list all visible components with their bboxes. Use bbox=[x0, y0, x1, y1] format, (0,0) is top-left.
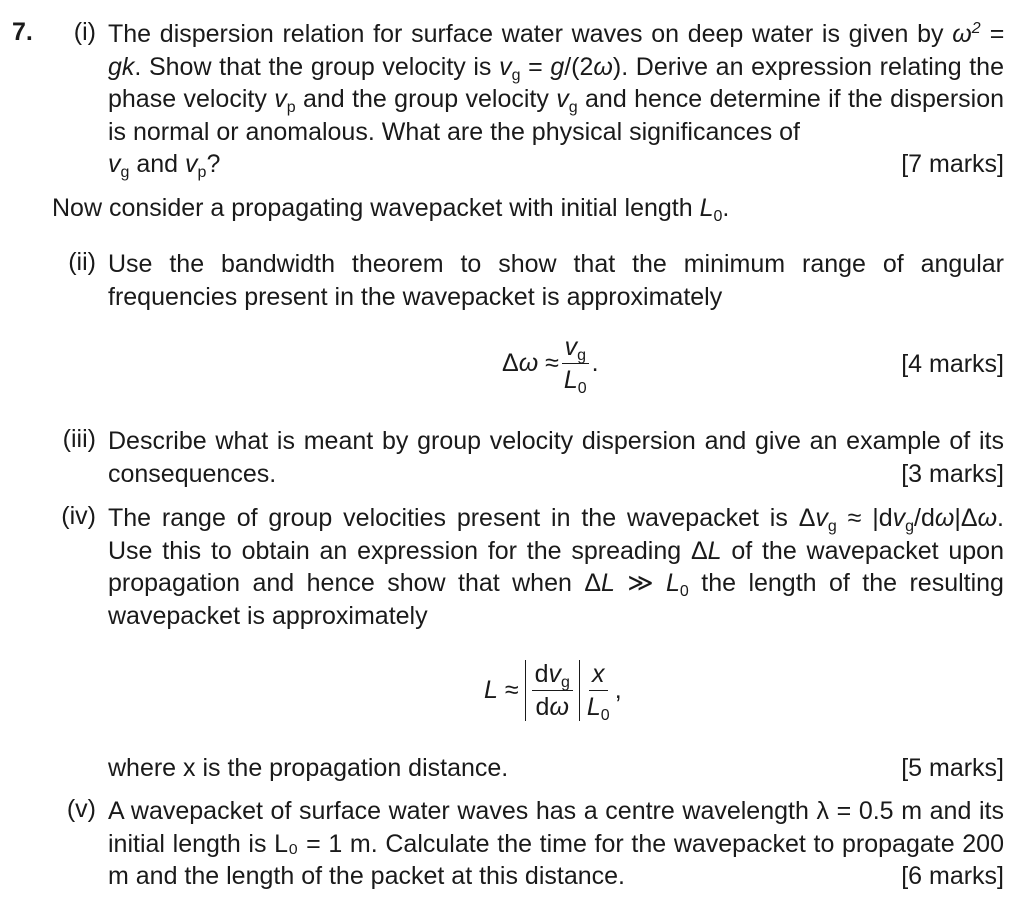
part-ii-marks: [4 marks] bbox=[901, 350, 1004, 378]
part-i-text bbox=[108, 18, 1004, 181]
group-velocity-symbol: $v_g$ bbox=[556, 85, 578, 116]
vp-symbol: $v_p$? bbox=[185, 150, 221, 181]
part-iv-sentence-2: Use this to obtain an expression for the spreading bbox=[108, 536, 682, 565]
part-v-label: (v) bbox=[66, 795, 96, 823]
vg-symbol: $v_g$ bbox=[108, 150, 130, 181]
part-iii-text bbox=[108, 425, 1004, 490]
part-ii-sentence: Use the bandwidth theorem to show that the minimum range of angular frequencies present in the wavepacket is approximately bbox=[108, 250, 1004, 311]
part-i-sentence-4: and the group velocity bbox=[303, 85, 549, 113]
part-v-text bbox=[108, 795, 1004, 893]
part-v-marks: [6 marks] bbox=[901, 862, 1004, 890]
intro-text: Now consider a propagating wavepacket with initial length bbox=[52, 194, 693, 222]
part-iv-final bbox=[108, 752, 1004, 785]
initial-length-symbol: $L_0$. bbox=[699, 194, 730, 225]
spreading-symbol: ΔL bbox=[690, 536, 722, 565]
initial-length-value: L₀ = 1 m bbox=[274, 829, 371, 858]
part-i-sentence-3: . Derive an expression relating the phase velocity bbox=[108, 52, 1004, 113]
part-i-sentence-5: and hence determine if the dispersion is normal or anomalous. What are the physical significances of bbox=[108, 85, 1005, 146]
part-iv-marks: [5 marks] bbox=[901, 754, 1004, 782]
length-equation: L ≈ $\frac{dv_g}{d\omega}$ $\frac{x}{L_0}$ , bbox=[484, 660, 622, 724]
wavelength-value: λ = 0.5 m bbox=[816, 797, 923, 825]
group-velocity-formula: $v_g = g/(2\omega)$ bbox=[499, 52, 622, 84]
part-i-label: (i) bbox=[73, 18, 96, 46]
part-v-sentence-2: and its initial length is bbox=[108, 797, 1004, 858]
part-i-marks: [7 marks] bbox=[901, 150, 1004, 178]
intro-line bbox=[52, 192, 729, 224]
part-iii-label: (iii) bbox=[62, 425, 96, 453]
part-i-sentence-1: The dispersion relation for surface water waves on deep water is given by bbox=[108, 20, 944, 48]
dispersion-relation: $\omega^2$ = gk bbox=[108, 20, 1004, 81]
velocity-range-formula: $\Delta v_g \approx |dv_g/d\omega|\Delta\omega$. bbox=[798, 504, 1004, 535]
part-iv-sentence-3: of the wavepacket upon propagation and hence show that when bbox=[108, 536, 1004, 597]
part-ii-label: (ii) bbox=[68, 248, 96, 276]
phase-velocity-symbol: $v_p$ bbox=[274, 85, 296, 116]
part-i-sentence-6: and bbox=[136, 150, 179, 178]
part-iv-sentence-5: where x is the propagation distance. bbox=[108, 754, 509, 782]
part-iv-sentence-1: The range of group velocities present in the wavepacket is bbox=[108, 504, 788, 532]
part-iv-label: (iv) bbox=[61, 502, 96, 530]
bandwidth-equation: Δω ≈ $\frac{v_g}{L_0}$ . bbox=[502, 333, 599, 397]
part-i-sentence-2: . Show that the group velocity is bbox=[134, 52, 492, 81]
part-iii-marks: [3 marks] bbox=[901, 459, 1004, 488]
question-number: 7. bbox=[12, 18, 33, 46]
part-iii-sentence: Describe what is meant by group velocity dispersion and give an example of its consequences. bbox=[108, 427, 1004, 488]
part-iv-text bbox=[108, 502, 1004, 632]
condition-formula: ΔL ≫ $L_0$ bbox=[584, 569, 689, 600]
part-iv-sentence-4: the length of the resulting wavepacket is approximately bbox=[108, 569, 1004, 630]
part-v-sentence-3: . Calculate the time for the wavepacket to propagate 200 m and the length of the packet at this distance. bbox=[108, 829, 1004, 890]
part-v-sentence-1: A wavepacket of surface water waves has a centre wavelength bbox=[108, 797, 809, 825]
part-ii-text bbox=[108, 248, 1004, 313]
